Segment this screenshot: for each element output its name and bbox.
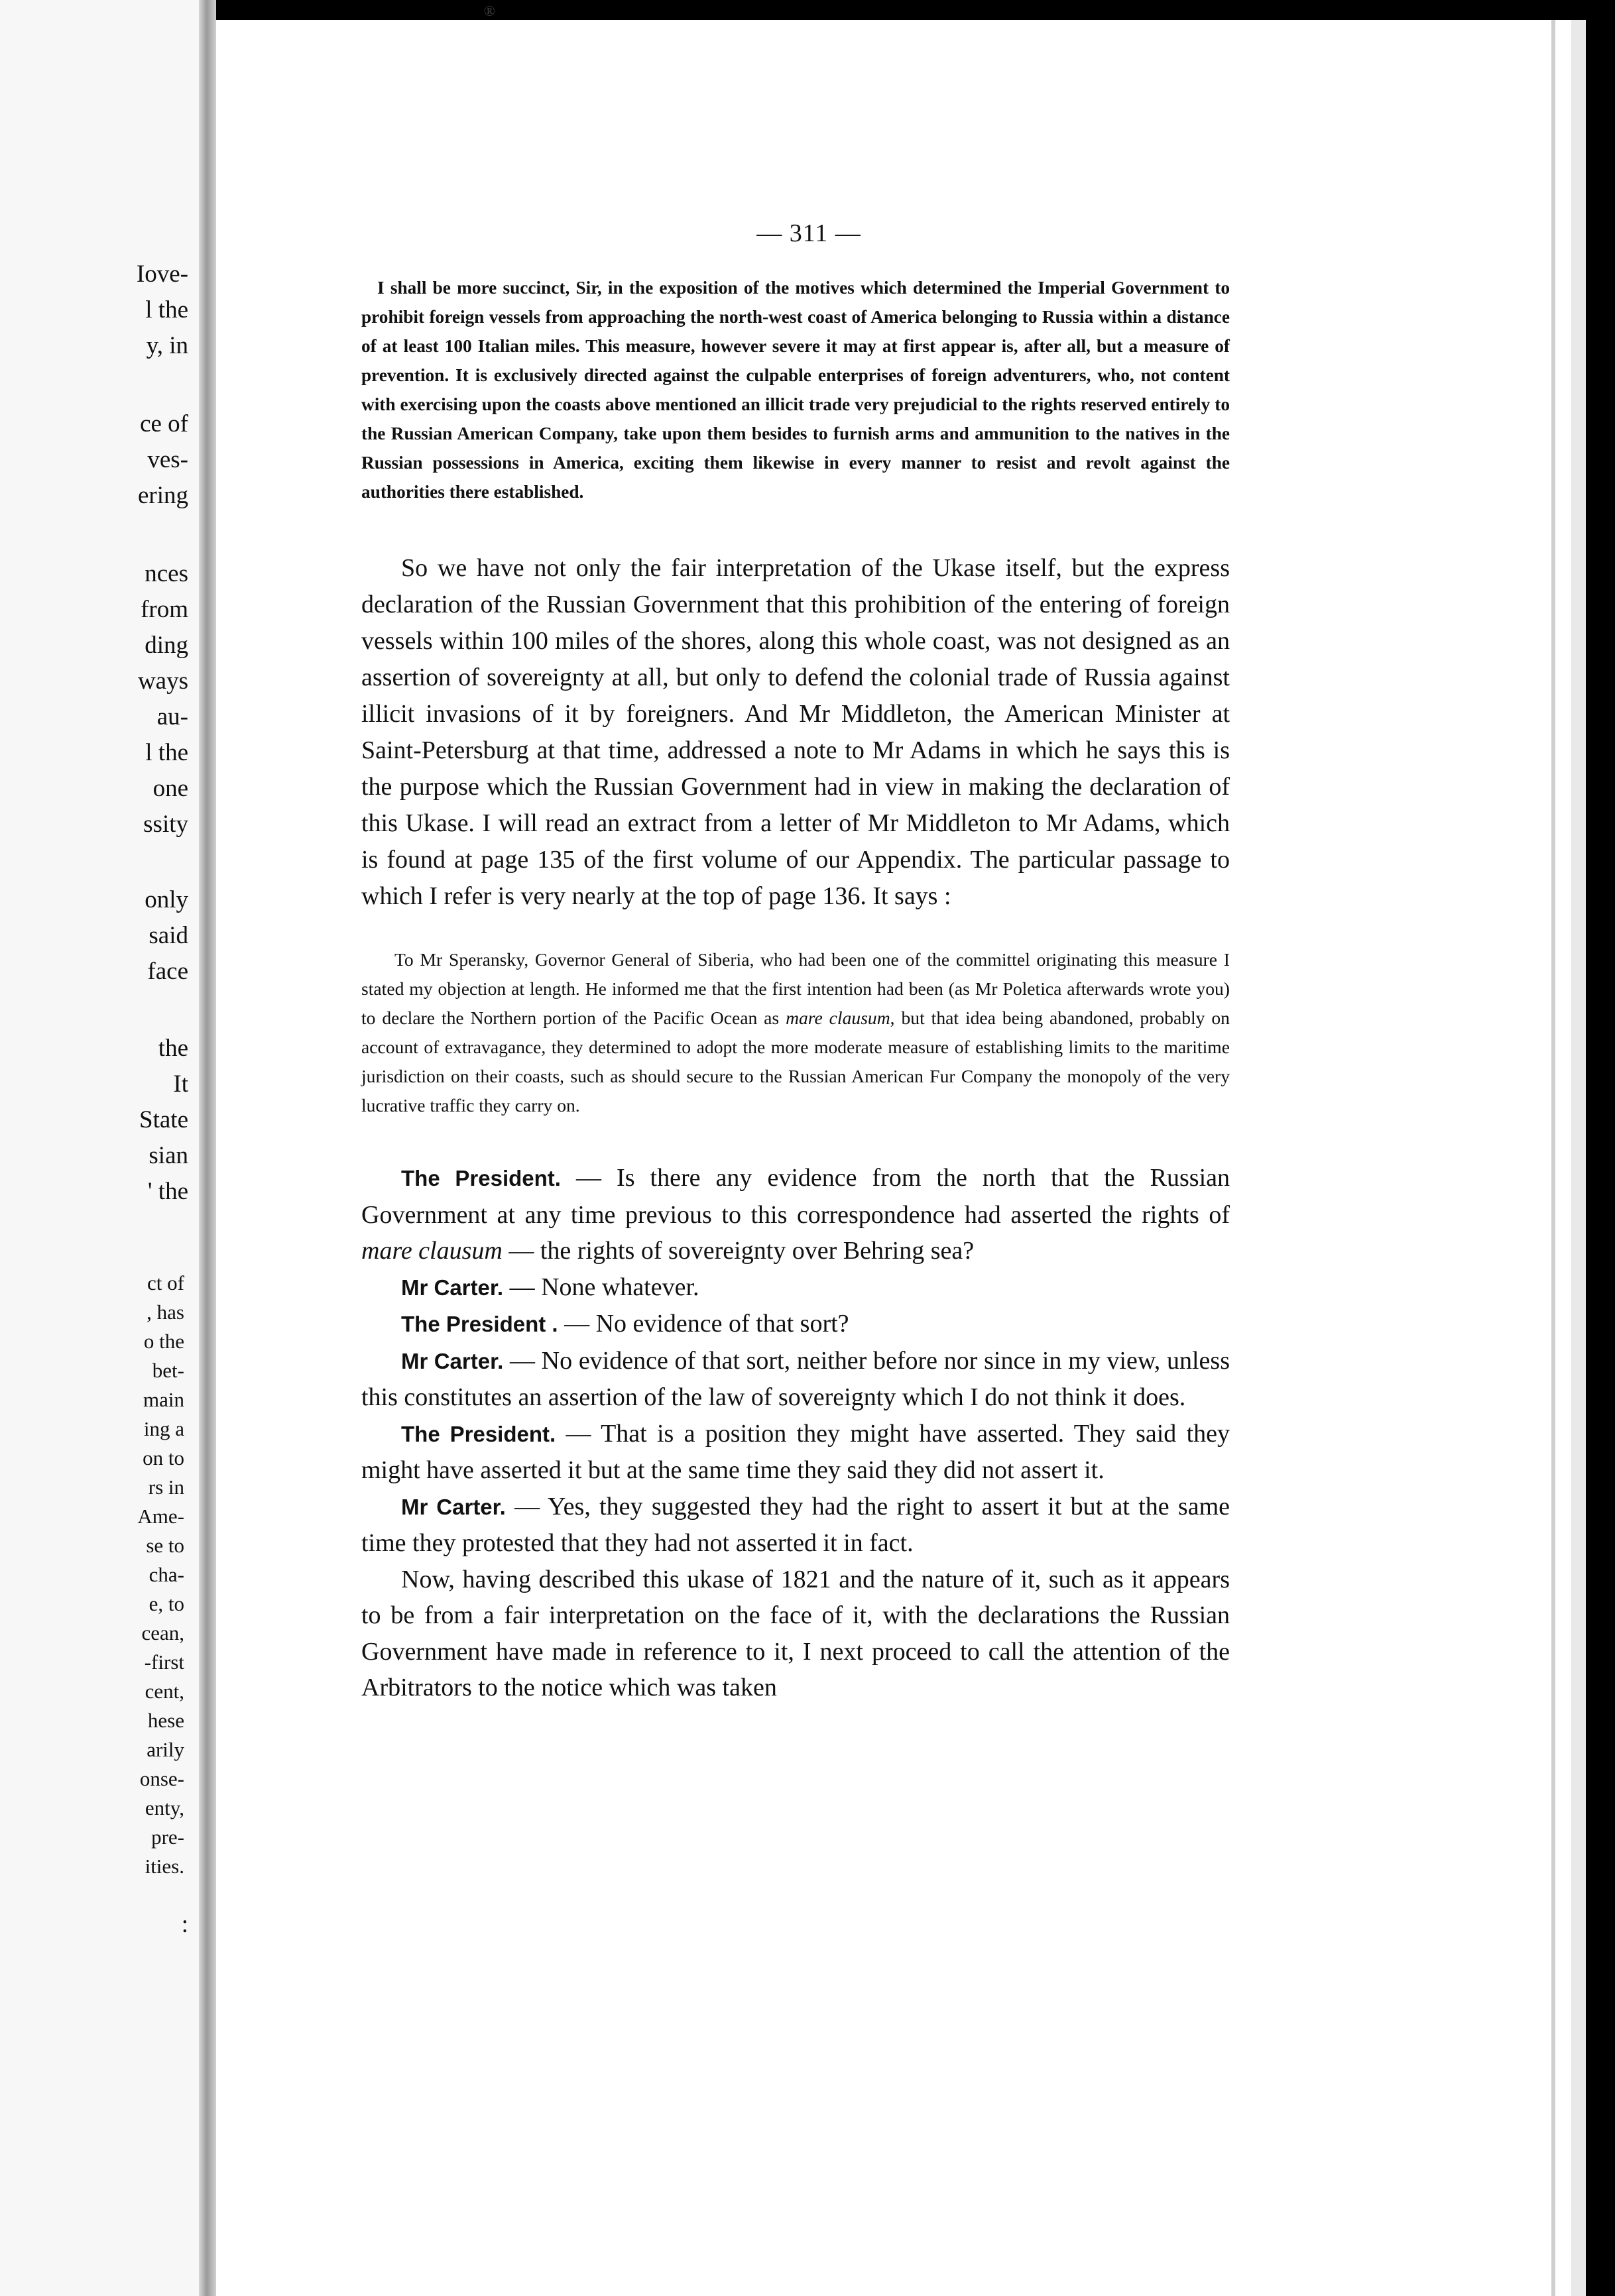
- speaker-name: Mr Carter.: [401, 1348, 504, 1373]
- dialogue-line: [361, 1160, 1230, 1269]
- scan-right-border: [1586, 0, 1615, 2296]
- left-page-fragment: l the: [145, 296, 188, 323]
- dialogue-text: — That is a position they might have asserted. They said they might have asserted it but at the same time they said they did not assert it.: [361, 1419, 1230, 1484]
- left-page-fragment: ways: [137, 667, 188, 695]
- dialogue-line: [361, 1306, 1230, 1343]
- left-page-fragment: Iove-: [136, 260, 188, 288]
- left-page-fragment: bet-: [152, 1359, 184, 1382]
- dialogue-text-after: — the rights of sovereignty over Behring sea?: [502, 1237, 975, 1265]
- left-page-fragment: Ame-: [137, 1505, 184, 1528]
- left-page-fragment: ing a: [143, 1417, 184, 1440]
- left-page-fragment: ering: [137, 482, 188, 509]
- quote-text-before: To Mr Speransky, Governor General of Siberia, who had been one of the committel originating this measure I stated my objection at length. He informed me that the first intention had been (as Mr Poletica afterwards wrote you) to declare the Northern portion of the Pacific Ocean as: [361, 949, 1230, 1028]
- speaker-name: Mr Carter.: [401, 1275, 504, 1300]
- page-number: — 311 —: [756, 219, 861, 247]
- left-page-fragment: enty,: [145, 1796, 184, 1819]
- dialogue-section: [361, 1160, 1230, 1562]
- speaker-name: The President.: [401, 1421, 556, 1446]
- left-page-fragment: ct of: [147, 1271, 184, 1294]
- scan-mark: ®: [484, 3, 495, 19]
- left-page-fragment: l the: [145, 739, 188, 766]
- left-page-fragment: , has: [147, 1300, 184, 1324]
- left-page-fragment: main: [143, 1388, 184, 1411]
- dialogue-text: — No evidence of that sort, neither before nor since in my view, unless this constitutes an assertion of the law of sovereignty which I do not think it does.: [361, 1346, 1230, 1411]
- speaker-name: Mr Carter.: [401, 1494, 506, 1519]
- dialogue-text: — No evidence of that sort?: [558, 1310, 849, 1338]
- left-page-fragments: [0, 260, 199, 1983]
- dialogue-line: [361, 1343, 1230, 1416]
- left-page-fragment: -first: [144, 1650, 184, 1674]
- dialogue-text: — Yes, they suggested they had the right to assert it but at the same time they protested that they had not asserted it in fact.: [361, 1492, 1230, 1557]
- left-page-fragment: ves-: [147, 446, 188, 473]
- left-page-fragment: one: [152, 775, 188, 802]
- dialogue-text: — None whatever.: [503, 1273, 699, 1301]
- left-page-fragment: face: [147, 958, 188, 985]
- left-page-fragment: ities.: [145, 1855, 184, 1878]
- left-page-fragment: hese: [147, 1709, 184, 1732]
- page-edge-shadow: [1571, 20, 1586, 2296]
- left-page-fragment: ding: [145, 632, 188, 659]
- left-page-fragment: onse-: [139, 1767, 184, 1790]
- left-page-fragment: sian: [149, 1142, 188, 1169]
- book-gutter: [199, 0, 216, 2296]
- scan-top-border: [0, 0, 1615, 20]
- quoted-russian-note: I shall be more succinct, Sir, in the exposition of the motives which determined the Imperial Government to prohibit foreign vessels from approaching the north-west coast of America belonging to Russia within a distance of at least 100 Italian miles. This measure, however severe it may at first appear is, after all, but a measure of prevention. It is exclusively directed against the culpable enterprises of foreign adventurers, who, not content with exercising upon the coasts above mentioned an illicit trade very prejudicial to the rights reserved entirely to the Russian American Company, take upon them besides to furnish arms and ammunition to the natives in the Russian possessions in America, exciting them likewise in every manner to resist and revolt against the authorities there established.: [361, 278, 1230, 502]
- quote-text-after: , but that idea being abandoned, probably on account of extravagance, they determined to adopt the more moderate measure of establishing limits to the maritime jurisdiction on their coasts, such as should secure to the Russian American Fur Company the monopoly of the very lucrative traffic they carry on.: [361, 1007, 1230, 1116]
- left-page-fragment: cent,: [145, 1680, 184, 1703]
- left-page-fragment: from: [141, 596, 188, 623]
- dialogue-italic-term: mare clausum: [361, 1237, 503, 1265]
- left-page-fragment: rs in: [148, 1475, 184, 1499]
- main-paragraph: So we have not only the fair interpretation of the Ukase itself, but the express declaration of the Russian Government that this prohibition of the entering of foreign vessels within 100 miles of the shores, along this whole coast, was not designed as an assertion of sovereignty at all, but only to defend the colonial trade of Russia against illicit invasions of it by foreigners. And Mr Middleton, the American Minister at Saint-Petersburg at that time, addressed a note to Mr Adams in which he says this is the purpose which the Russian Government had in view in making the declaration of this Ukase. I will read an extract from a letter of Mr Middleton to Mr Adams, which is found at page 135 of the first volume of our Appendix. The particular passage to which I refer is very nearly at the top of page 136. It says :: [361, 554, 1230, 910]
- left-page-fragment: ' the: [147, 1178, 188, 1205]
- left-page-fragment: o the: [143, 1330, 184, 1353]
- speaker-name: The President.: [401, 1166, 561, 1190]
- left-page-fragment: au-: [156, 703, 188, 730]
- left-page-fragment: arily: [147, 1738, 184, 1761]
- left-page-fragment: said: [149, 922, 188, 949]
- left-page-fragment: pre-: [151, 1825, 184, 1849]
- speaker-name: The President .: [401, 1312, 558, 1336]
- left-page-fragment: the: [158, 1035, 188, 1062]
- page-content: [361, 219, 1230, 1706]
- left-page-fragment: ssity: [143, 811, 188, 838]
- left-page-fragment: y, in: [146, 332, 188, 359]
- middleton-quote: [361, 945, 1230, 1120]
- left-page-fragment: cha-: [149, 1563, 184, 1586]
- dialogue-line: [361, 1489, 1230, 1562]
- quote-italic-term: mare clausum: [786, 1007, 890, 1028]
- left-page-fragment: only: [145, 886, 188, 913]
- left-page-fragment: State: [139, 1106, 188, 1133]
- dialogue-line: [361, 1416, 1230, 1489]
- page-edge-line: [1551, 20, 1555, 2296]
- dialogue-text: — Is there any evidence from the north that the Russian Government at any time previous to this correspondence had asserted the rights of: [361, 1164, 1230, 1229]
- left-page-fragment: on to: [143, 1446, 184, 1469]
- left-page-fragment: cean,: [141, 1621, 184, 1644]
- dialogue-line: [361, 1269, 1230, 1306]
- left-page-fragment: :: [181, 1911, 188, 1938]
- left-page-fragment: se to: [146, 1534, 184, 1557]
- closing-paragraph: Now, having described this ukase of 1821 and the nature of it, such as it appears to be from a fair interpretation on the face of it, with the declarations the Russian Government have made in reference to it, I next proceed to call the attention of the Arbitrators to the notice which was taken: [361, 1565, 1230, 1701]
- left-page-fragment: nces: [145, 560, 188, 587]
- left-page-fragment: ce of: [140, 410, 188, 437]
- left-page-fragment: e, to: [149, 1592, 184, 1615]
- left-page-fragment: It: [173, 1070, 188, 1098]
